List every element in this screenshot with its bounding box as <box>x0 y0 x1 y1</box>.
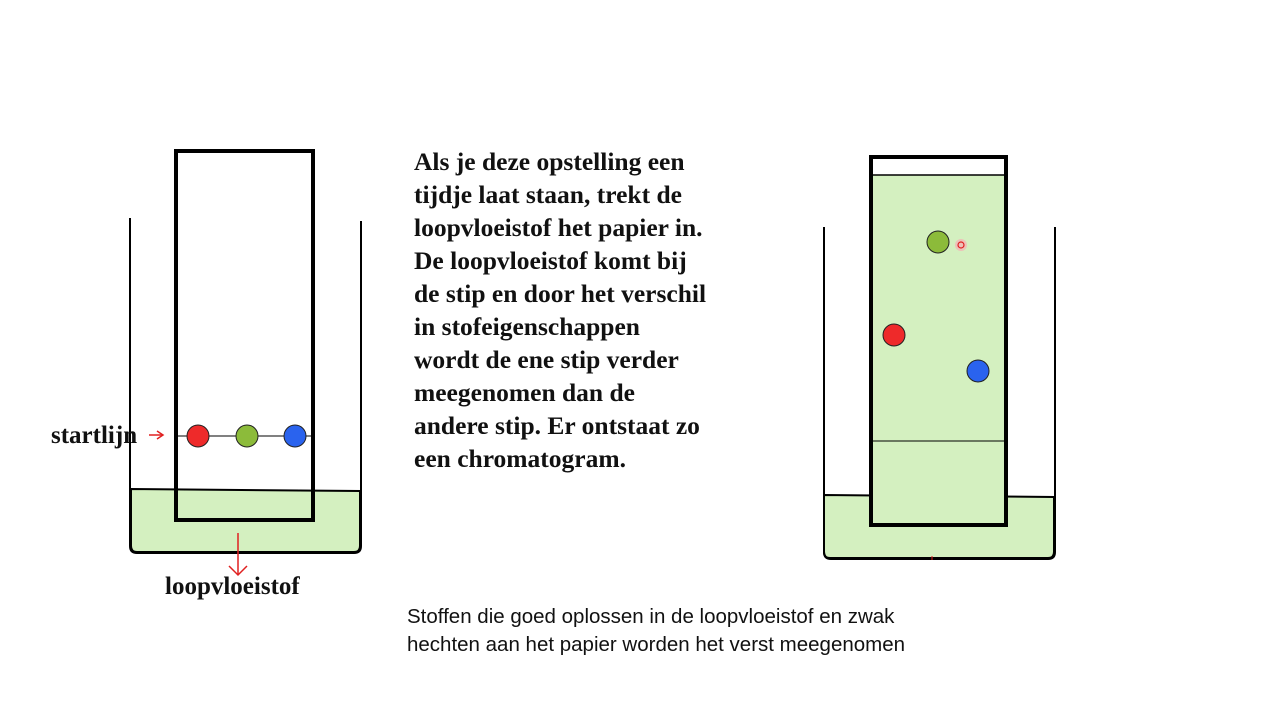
caption-line: hechten aan het papier worden het verst meegenomen <box>407 633 906 656</box>
solvent-label: loopvloeistof <box>165 573 300 600</box>
explanation-line: andere stip. Er ontstaat zo <box>414 411 700 440</box>
explanation-line: tijdje laat staan, trekt de <box>414 180 682 209</box>
explanation-line: de stip en door het verschil <box>414 279 707 308</box>
red-dot-start <box>187 425 209 447</box>
blue-dot-moved <box>967 360 989 382</box>
caption-text <box>407 603 1047 659</box>
setup-after <box>824 157 1055 560</box>
explanation-line: De loopvloeistof komt bij <box>414 246 687 275</box>
startline-arrow-icon <box>149 431 163 439</box>
setup-before <box>51 151 361 600</box>
explanation-line: Als je deze opstelling een <box>414 147 685 176</box>
soaked-paper-area <box>871 175 1006 525</box>
red-dot-moved <box>883 324 905 346</box>
caption-line: Stoffen die goed oplossen in de loopvloeistof en zwak <box>407 605 895 628</box>
explanation-line: een chromatogram. <box>414 444 626 473</box>
cursor-marker-icon <box>955 239 967 251</box>
green-dot-moved <box>927 231 949 253</box>
blue-dot-start <box>284 425 306 447</box>
explanation-line: loopvloeistof het papier in. <box>414 213 703 242</box>
green-dot-start <box>236 425 258 447</box>
explanation-line: wordt de ene stip verder <box>414 345 679 374</box>
explanation-line: meegenomen dan de <box>414 378 635 407</box>
paper-strip-before <box>176 151 313 520</box>
startline-label: startlijn <box>51 422 138 449</box>
explanation-line: in stofeigenschappen <box>414 312 640 341</box>
explanation-text <box>414 145 794 475</box>
